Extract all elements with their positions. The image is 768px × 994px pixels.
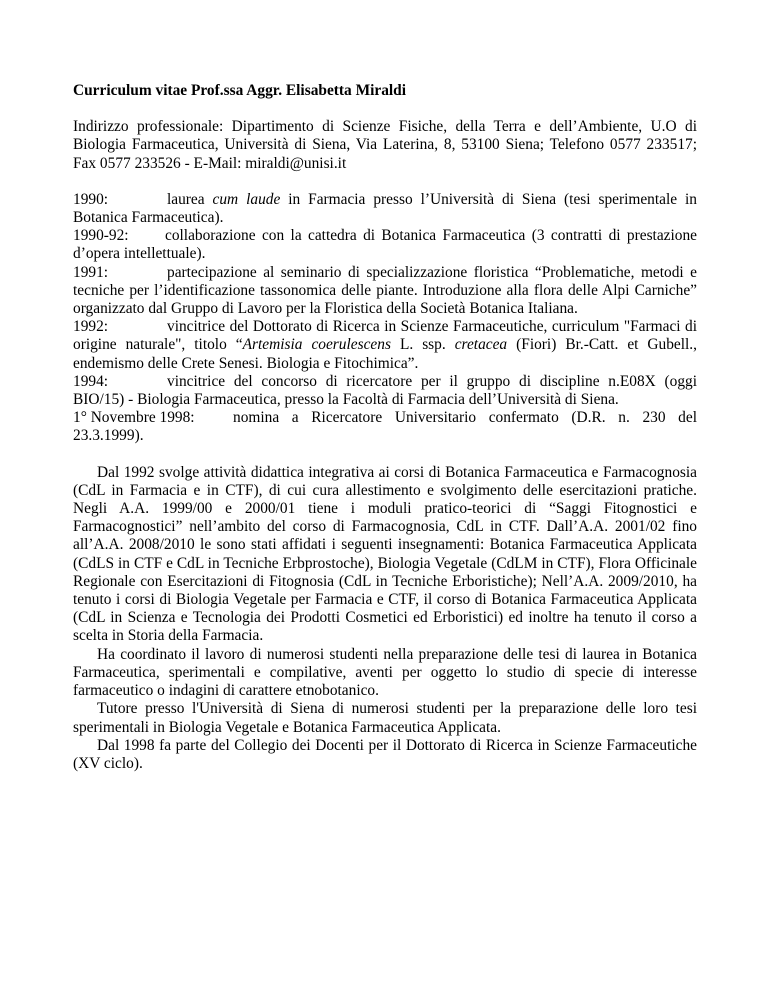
professional-address: Indirizzo professionale: Dipartimento di Scienze Fisiche, della Terra e dell’Ambiente, U.O di Biologia Farmaceutica, Università di Siena, Via Laterina, 8, 53100 Siena; Telefono 0577 233517; Fax 0577 233526 - E-Mail: miraldi@unisi.it	[73, 118, 697, 172]
document-page	[73, 82, 697, 773]
timeline-text: collaborazione con la cattedra di Botanica Farmaceutica (3 contratti di prestazione d’opera intellettuale).	[73, 227, 697, 263]
timeline-date: 1991:	[73, 263, 109, 281]
body-paragraph: Ha coordinato il lavoro di numerosi studenti nella preparazione delle tesi di laurea in Botanica Farmaceutica, sperimentali e compilative, aventi per oggetto lo studio di specie di interesse farmaceutico o indagini di carattere etnobotanico.	[73, 645, 697, 700]
timeline-entry-1994	[73, 373, 697, 409]
timeline-text: nomina a Ricercatore Universitario confermato (D.R. n. 230 del 23.3.1999).	[73, 409, 697, 445]
timeline-text: partecipazione al seminario di specializzazione floristica “Problematiche, metodi e tecniche per l’identificazione tassonomica delle piante. Introduzione alla flora delle Alpi Carniche” organizzato dal Gruppo di Lavoro per la Floristica della Società Botanica Italiana.	[73, 263, 697, 318]
body-paragraph: Tutore presso l'Università di Siena di numerosi studenti per la preparazione delle loro tesi sperimentali in Biologia Vegetale e Botanica Farmaceutica Applicata.	[73, 700, 697, 736]
timeline-entry-1990-92	[73, 227, 697, 263]
timeline-text: (Fiori) Br.-Catt. et Gubell., endemismo delle Crete Senesi. Biologia e Fitochimica”.	[73, 336, 698, 372]
timeline-entry-1992	[73, 318, 697, 373]
document-title: Curriculum vitae Prof.ssa Aggr. Elisabetta Miraldi	[73, 82, 407, 99]
timeline-date: 1992:	[73, 318, 109, 336]
timeline-text-italic: cretacea	[454, 336, 508, 354]
timeline-text-italic: cum laude	[212, 190, 281, 208]
timeline-text-italic: Artemisia coerulescens	[242, 336, 391, 354]
timeline-entry-1990	[73, 191, 697, 227]
timeline-text: L. ssp.	[390, 336, 455, 354]
timeline-text: in Farmacia presso l’Università di Siena (tesi sperimentale in Botanica Farmaceutica).	[73, 190, 697, 227]
body-paragraph: Dal 1992 svolge attività didattica integrativa ai corsi di Botanica Farmaceutica e Farmacognosia (CdL in Farmacia e in CTF), di cui cura allestimento e svolgimento delle esercitazioni pratiche. Negli A.A. 1999/00 e 2000/01 tiene i moduli pratico-teorici di “Saggi Fitognostici e Farmacognostici” nell’ambito del corso di Farmacognosia, CdL in CTF. Dall’A.A. 2001/02 fino all’A.A. 2008/2010 le sono stati affidati i seguenti insegnamenti: Botanica Farmaceutica Applicata (CdLS in CTF e CdL in Tecniche Erbprostoche), Biologia Vegetale (CdLM in CTF), Flora Officinale Regionale con Esercitazioni di Fitognosia (CdL in Tecniche Erboristiche); Nell’A.A. 2009/2010, ha tenuto i corsi di Biologia Vegetale per Farmacia e CTF, il corso di Botanica Farmaceutica Applicata (CdL in Scienza e Tecnologia dei Prodotti Cosmetici ed Erboristici) ed inoltre ha tenuto il corso a scelta in Storia della Farmacia.	[73, 463, 697, 645]
timeline-entry-1991	[73, 264, 697, 319]
timeline-date: 1990:	[73, 190, 109, 208]
timeline-entry-1998	[73, 409, 697, 445]
timeline-text: vincitrice del concorso di ricercatore per il gruppo di discipline n.E08X (oggi BIO/15) - Biologia Farmaceutica, presso la Facoltà di Farmacia dell’Università di Siena.	[73, 372, 697, 409]
timeline-date: 1994:	[73, 372, 109, 390]
timeline-text: vincitrice del Dottorato di Ricerca in Scienze Farmaceutiche, curriculum "Farmaci di origine naturale", titolo “	[73, 318, 697, 354]
timeline-date: 1° Novembre 1998:	[73, 409, 195, 427]
body-paragraph: Dal 1998 fa parte del Collegio dei Docenti per il Dottorato di Ricerca in Scienze Farmaceutiche (XV ciclo).	[73, 736, 697, 772]
timeline-date: 1990-92:	[73, 227, 129, 245]
career-timeline	[73, 191, 697, 446]
timeline-text: laurea	[167, 190, 213, 208]
